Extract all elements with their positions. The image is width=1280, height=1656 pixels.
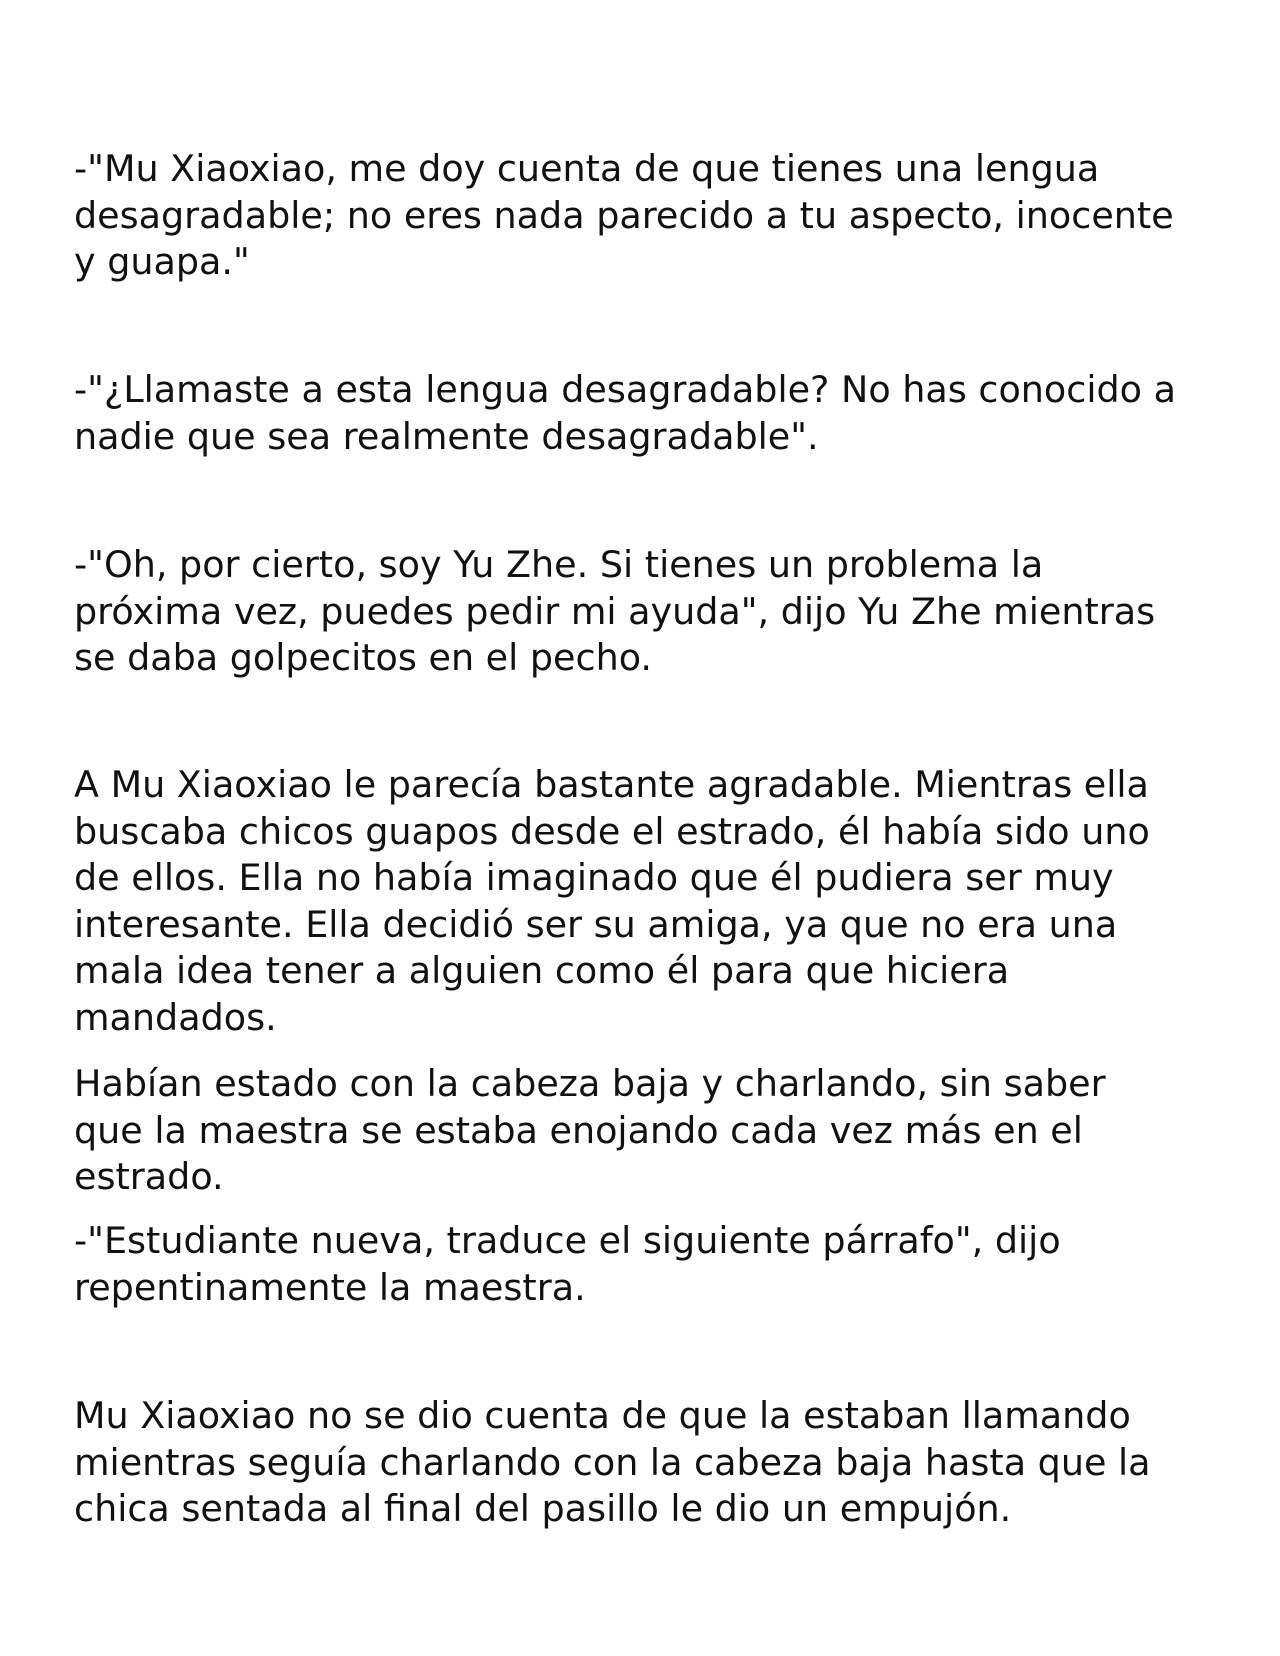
paragraph-5: Habían estado con la cabeza baja y charlando, sin saber que la maestra se estaba enojando cada vez más en el estrado. <box>74 1062 1106 1198</box>
paragraph-3: -"Oh, por cierto, soy Yu Zhe. Si tienes un problema la próxima vez, puedes pedir mi ayuda", dijo Yu Zhe mientras se daba golpecitos en el pecho. <box>74 543 1156 679</box>
paragraph-6: -"Estudiante nueva, traduce el siguiente párrafo", dijo repentinamente la maestra. <box>74 1219 1061 1309</box>
paragraph-1: -"Mu Xiaoxiao, me doy cuenta de que tienes una lengua desagradable; no eres nada parecido a tu aspecto, inocente y guapa." <box>74 147 1174 283</box>
paragraph-4: A Mu Xiaoxiao le parecía bastante agradable. Mientras ella buscaba chicos guapos desde el estrado, él había sido uno de ellos. Ella no había imaginado que él pudiera ser muy interesante. Ella decidió ser su amiga, ya que no era una mala idea tener a alguien como él para que hiciera mandados. <box>74 763 1150 1039</box>
paragraph-2: -"¿Llamaste a esta lengua desagradable? No has conocido a nadie que sea realmente desagradable". <box>74 368 1176 458</box>
paragraph-7: Mu Xiaoxiao no se dio cuenta de que la estaban llamando mientras seguía charlando con la cabeza baja hasta que la chica sentada al final del pasillo le dio un empujón. <box>74 1394 1151 1530</box>
